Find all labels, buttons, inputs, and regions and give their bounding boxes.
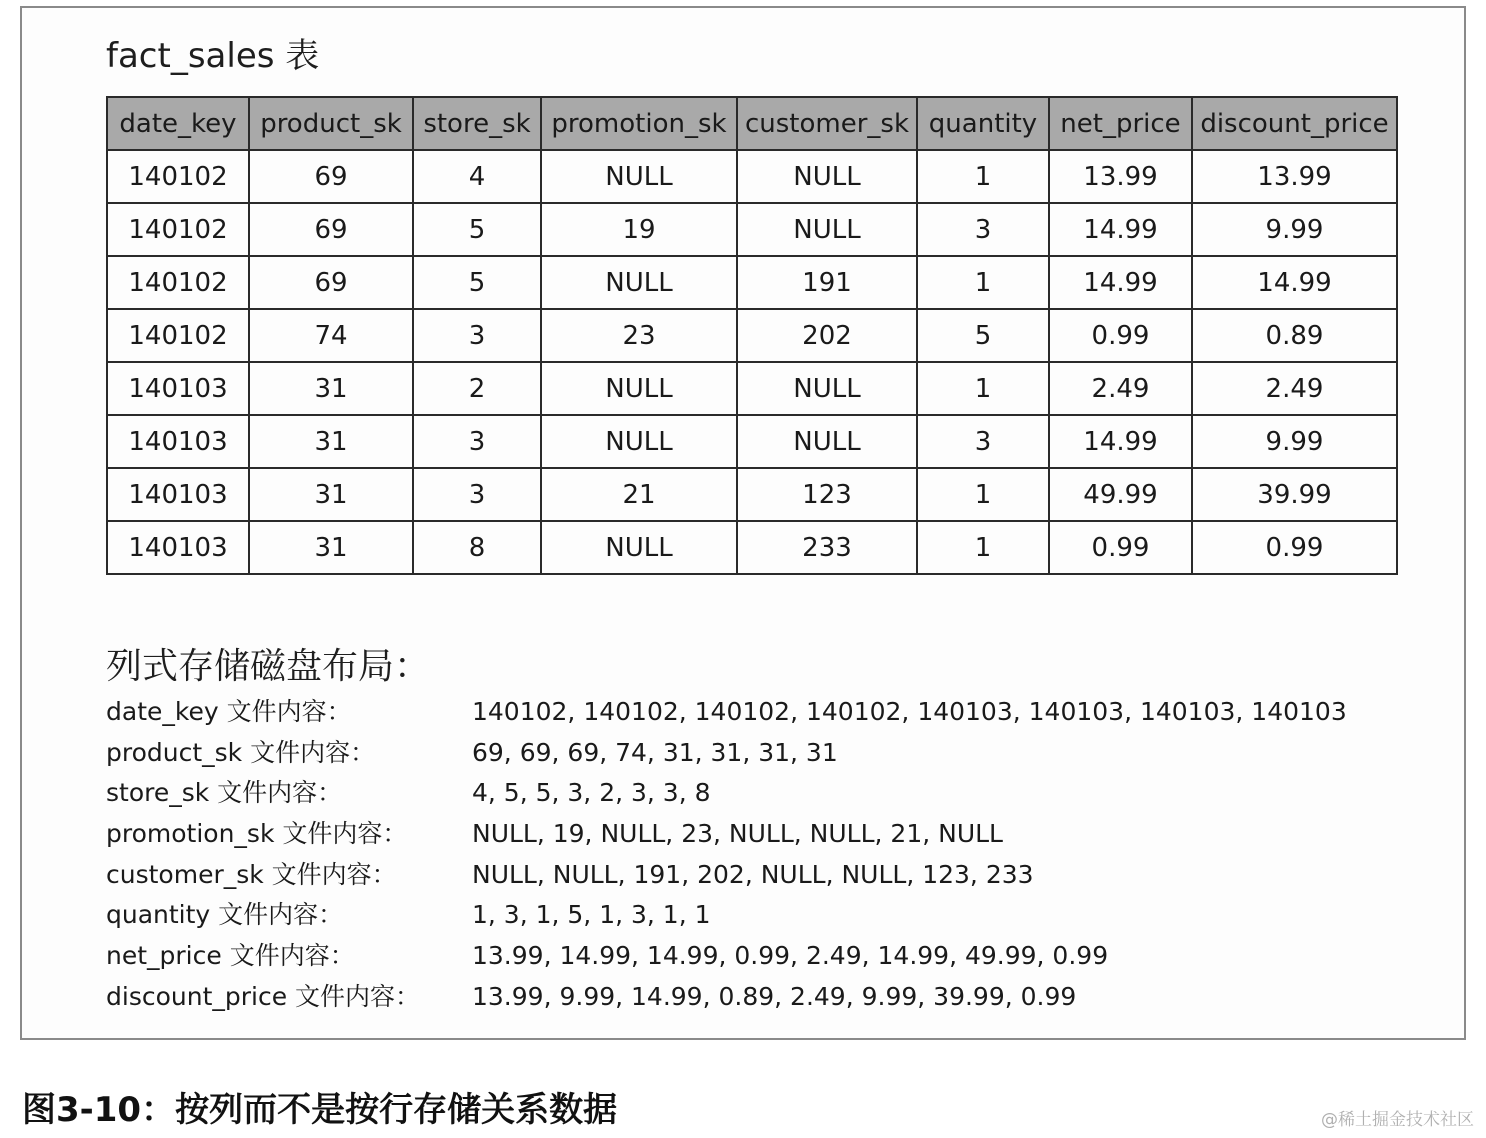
file-values: 13.99, 9.99, 14.99, 0.89, 2.49, 9.99, 39.99, 0.99 (472, 982, 1077, 1011)
file-values: 69, 69, 69, 74, 31, 31, 31, 31 (472, 738, 838, 767)
file-values: 140102, 140102, 140102, 140102, 140103, 140103, 140103, 140103 (472, 697, 1347, 726)
table-cell: 1 (917, 150, 1049, 203)
table-cell: 2.49 (1049, 362, 1192, 415)
file-label: product_sk 文件内容： (106, 738, 376, 767)
table-cell: NULL (737, 415, 917, 468)
column-header: store_sk (413, 97, 541, 150)
file-label: promotion_sk 文件内容： (106, 819, 408, 848)
file-values: NULL, 19, NULL, 23, NULL, NULL, 21, NULL (472, 819, 1003, 848)
table-cell: 21 (541, 468, 737, 521)
file-label: customer_sk 文件内容： (106, 860, 397, 889)
file-content-row (106, 979, 1076, 1015)
table-cell: 23 (541, 309, 737, 362)
file-label: date_key 文件内容： (106, 697, 352, 726)
column-header: date_key (107, 97, 249, 150)
table-row (107, 362, 1397, 415)
table-cell: 31 (249, 521, 413, 574)
table-cell: NULL (737, 362, 917, 415)
file-content-row (106, 735, 838, 771)
table-cell: 3 (413, 468, 541, 521)
table-cell: 123 (737, 468, 917, 521)
table-cell: 13.99 (1192, 150, 1397, 203)
table-header-row (107, 97, 1397, 150)
file-label: net_price 文件内容： (106, 941, 355, 970)
table-cell: 140102 (107, 256, 249, 309)
file-content-row (106, 938, 1108, 974)
table-cell: 0.99 (1049, 521, 1192, 574)
fact-sales-table (106, 96, 1398, 575)
column-header: quantity (917, 97, 1049, 150)
table-cell: 1 (917, 468, 1049, 521)
table-cell: 14.99 (1192, 256, 1397, 309)
table-cell: NULL (541, 362, 737, 415)
table-row (107, 521, 1397, 574)
table-cell: 3 (413, 309, 541, 362)
file-label: store_sk 文件内容： (106, 778, 343, 807)
column-header: promotion_sk (541, 97, 737, 150)
column-header: discount_price (1192, 97, 1397, 150)
file-content-row (106, 694, 1347, 730)
table-cell: 140102 (107, 309, 249, 362)
table-cell: 0.89 (1192, 309, 1397, 362)
table-cell: NULL (541, 150, 737, 203)
table-cell: 9.99 (1192, 415, 1397, 468)
column-header: net_price (1049, 97, 1192, 150)
file-label: discount_price 文件内容： (106, 982, 421, 1011)
table-cell: NULL (737, 150, 917, 203)
table-cell: 13.99 (1049, 150, 1192, 203)
table-title: fact_sales 表 (106, 36, 320, 76)
table-cell: NULL (541, 521, 737, 574)
table-cell: 140103 (107, 521, 249, 574)
table-row (107, 415, 1397, 468)
table-cell: 140102 (107, 203, 249, 256)
columnar-layout-title: 列式存储磁盘布局： (106, 646, 431, 687)
file-content-row (106, 775, 711, 811)
table-cell: 1 (917, 362, 1049, 415)
file-values: 1, 3, 1, 5, 1, 3, 1, 1 (472, 900, 711, 929)
table-cell: 31 (249, 362, 413, 415)
table-cell: 3 (917, 203, 1049, 256)
column-header: customer_sk (737, 97, 917, 150)
table-row (107, 203, 1397, 256)
file-content-row (106, 816, 1003, 852)
table-cell: 2 (413, 362, 541, 415)
table-cell: 140103 (107, 362, 249, 415)
table-cell: 140103 (107, 468, 249, 521)
table-cell: 9.99 (1192, 203, 1397, 256)
table-cell: 31 (249, 468, 413, 521)
table-cell: 49.99 (1049, 468, 1192, 521)
table-cell: NULL (737, 203, 917, 256)
table-cell: 14.99 (1049, 256, 1192, 309)
table-cell: 69 (249, 256, 413, 309)
table-row (107, 256, 1397, 309)
table-cell: 140102 (107, 150, 249, 203)
table-cell: 5 (413, 203, 541, 256)
table-cell: 1 (917, 521, 1049, 574)
table-row (107, 309, 1397, 362)
table-cell: 31 (249, 415, 413, 468)
table-cell: 0.99 (1192, 521, 1397, 574)
file-values: 4, 5, 5, 3, 2, 3, 3, 8 (472, 778, 711, 807)
table-cell: 14.99 (1049, 203, 1192, 256)
table-cell: 2.49 (1192, 362, 1397, 415)
file-values: 13.99, 14.99, 14.99, 0.99, 2.49, 14.99, 49.99, 0.99 (472, 941, 1109, 970)
table-cell: 0.99 (1049, 309, 1192, 362)
figure-caption: 图3-10：按列而不是按行存储关系数据 (22, 1090, 618, 1130)
table-cell: 14.99 (1049, 415, 1192, 468)
table-cell: 3 (917, 415, 1049, 468)
file-content-row (106, 857, 1034, 893)
table-cell: 202 (737, 309, 917, 362)
table-cell: 5 (413, 256, 541, 309)
table-cell: 5 (917, 309, 1049, 362)
file-content-row (106, 897, 711, 933)
table-row (107, 150, 1397, 203)
file-label: quantity 文件内容： (106, 900, 344, 929)
table-cell: 191 (737, 256, 917, 309)
table-row (107, 468, 1397, 521)
table-cell: 4 (413, 150, 541, 203)
table-cell: 140103 (107, 415, 249, 468)
table-cell: 8 (413, 521, 541, 574)
table-cell: NULL (541, 256, 737, 309)
table-cell: 19 (541, 203, 737, 256)
table-cell: 74 (249, 309, 413, 362)
table-cell: 39.99 (1192, 468, 1397, 521)
table-cell: 233 (737, 521, 917, 574)
table-cell: NULL (541, 415, 737, 468)
table-cell: 3 (413, 415, 541, 468)
table-cell: 1 (917, 256, 1049, 309)
column-header: product_sk (249, 97, 413, 150)
table-cell: 69 (249, 150, 413, 203)
watermark: @稀土掘金技术社区 (1321, 1110, 1474, 1130)
table-cell: 69 (249, 203, 413, 256)
file-values: NULL, NULL, 191, 202, NULL, NULL, 123, 233 (472, 860, 1034, 889)
